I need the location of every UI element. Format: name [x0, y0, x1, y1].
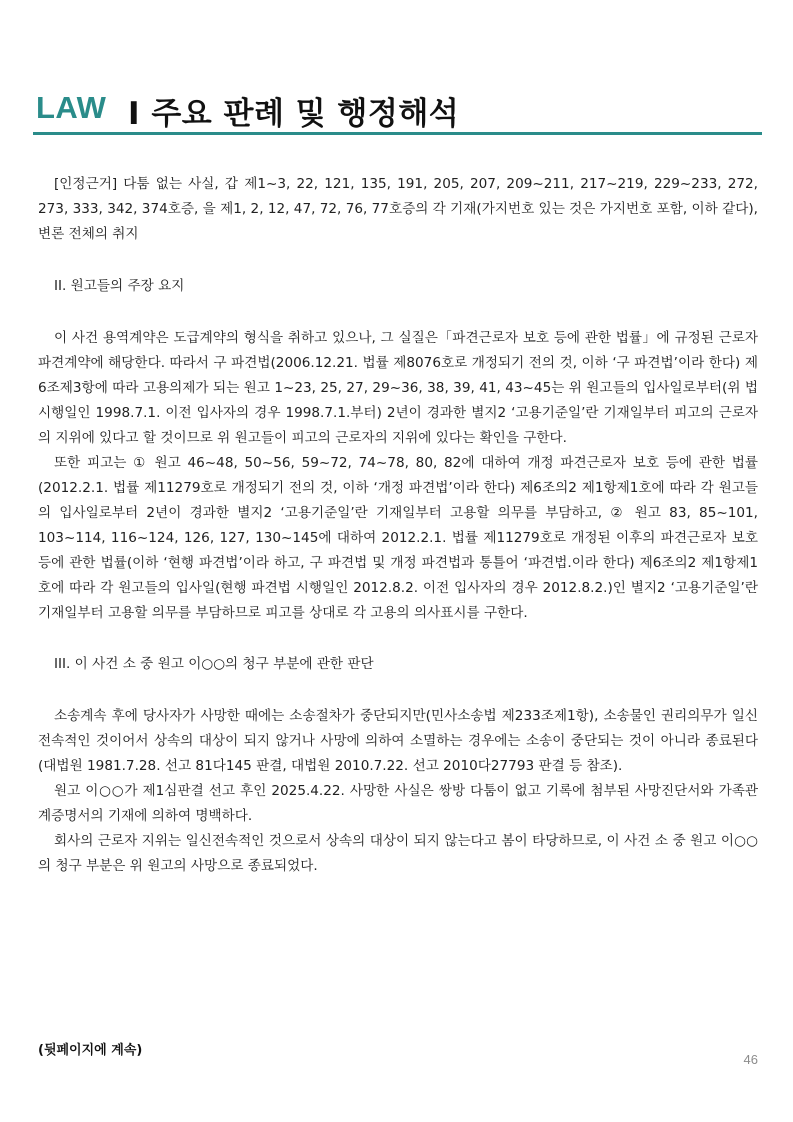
spacer — [38, 299, 758, 326]
section-heading-plaintiff-claims: II. 원고들의 주장 요지 — [54, 278, 185, 294]
spacer — [38, 626, 758, 652]
header-divider — [33, 132, 762, 135]
claims-paragraph-1: 이 사건 용역계약은 도급계약의 형식을 취하고 있으나, 그 실질은「파견근로자 보호 등에 관한 법률」에 규정된 근로자파견계약에 해당한다. 따라서 구 파견법(2006.12.21. 법률 제8076호로 개정되기 전의 것, 이하 ‘구 파견법’이라 한다) 제6조제3항에 따라 고용의제가 되는 원고 1~23, 25, 27, 29~36, 38, 39, 41, 43~45는 위 원고들의 입사일로부터(위 법 시행일인 1998.7.1. 이전 입사자의 경우 1998.7.1.부터) 2년이 경과한 별지2 ‘고용기준일’란 기재일부터 피고의 근로자의 지위에 있다고 할 것이므로 위 원고들이 피고의 근로자의 지위에 있다는 확인을 구한다. — [38, 330, 758, 446]
section-heading-judgment: III. 이 사건 소 중 원고 이○○의 청구 부분에 관한 판단 — [54, 656, 374, 672]
page-number: 46 — [743, 1052, 758, 1067]
spacer — [38, 677, 758, 704]
claims-paragraph-2: 또한 피고는 ① 원고 46~48, 50~56, 59~72, 74~78, 80, 82에 대하여 개정 파견근로자 보호 등에 관한 법률(2012.2.1. 법률 제11279호로 개정되기 전의 것, 이하 ‘개정 파견법’이라 한다) 제6조의2 제1항제1호에 따라 각 원고들의 입사일로부터 2년이 경과한 별지2 ‘고용기준일’란 기재일부터 고용할 의무를 부담하고, ② 원고 83, 85~101, 103~114, 116~124, 126, 127, 130~145에 대하여 2012.2.1. 법률 제11279호로 개정된 이후의 파견근로자 보호 등에 관한 법률(이하 ‘현행 파견법’이라 하고, 구 파견법 및 개정 파견법과 통틀어 ‘파견법.이라 한다) 제6조의2 제1항제1호에 따라 각 원고들의 입사일(현행 파견법 시행일인 2012.8.2. 이전 입사자의 경우 2012.8.2.)인 별지2 ‘고용기준일’란 기재일부터 고용할 의무를 부담하므로 피고를 상대로 각 고용의 의사표시를 구한다. — [38, 455, 758, 621]
spacer — [38, 247, 758, 274]
continued-note: (뒷페이지에 계속) — [38, 1043, 143, 1058]
page-title: I 주요 판례 및 행정해석 — [128, 96, 460, 132]
page-header — [36, 84, 762, 134]
judgment-paragraph-2: 원고 이○○가 제1심판결 선고 후인 2025.4.22. 사망한 사실은 쌍방 다툼이 없고 기록에 첨부된 사망진단서와 가족관계증명서의 기재에 의하여 명백하다. — [38, 783, 758, 824]
judgment-paragraph-3: 회사의 근로자 지위는 일신전속적인 것으로서 상속의 대상이 되지 않는다고 봄이 타당하므로, 이 사건 소 중 원고 이○○의 청구 부분은 위 원고의 사망으로 종료되었다. — [38, 833, 758, 874]
judgment-paragraph-1: 소송계속 후에 당사자가 사망한 때에는 소송절차가 중단되지만(민사소송법 제233조제1항), 소송물인 권리의무가 일신전속적인 것이어서 상속의 대상이 되지 않거나 사망에 의하여 소멸하는 경우에는 소송이 중단되는 것이 아니라 종료된다(대법원 1981.7.28. 선고 81다145 판결, 대법원 2010.7.22. 선고 2010다27793 판결 등 참조). — [38, 708, 759, 774]
law-label: LAW — [36, 90, 107, 125]
evidence-paragraph: [인정근거] 다툼 없는 사실, 갑 제1~3, 22, 121, 135, 191, 205, 207, 209~211, 217~219, 229~233, 272, 273, 333, 342, 374호증, 을 제1, 2, 12, 47, 72, 76, 77호증의 각 기재(가지번호 있는 것은 가지번호 포함, 이하 같다), 변론 전체의 취지 — [38, 176, 758, 242]
document-body — [38, 172, 758, 879]
